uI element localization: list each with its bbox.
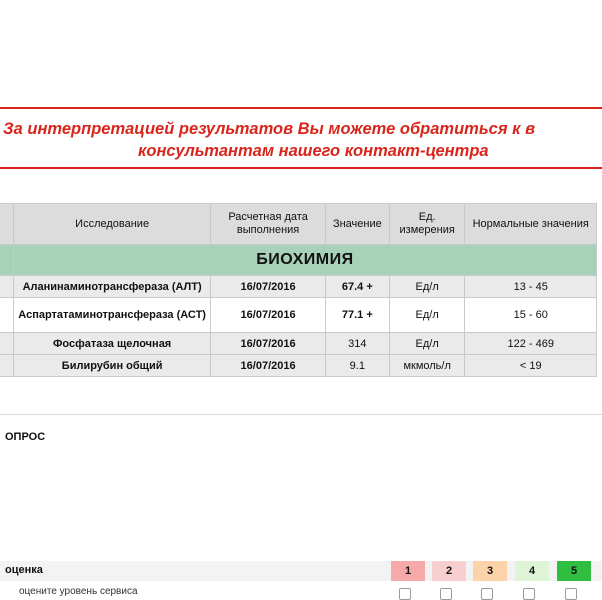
callout-line-1: За интерпретацией результатов Вы можете обратиться к в: [3, 120, 536, 138]
interpretation-callout: [0, 107, 602, 169]
test-date: 16/07/2016: [211, 355, 325, 377]
row-index-cell: [0, 276, 13, 298]
score-4-checkbox[interactable]: [523, 588, 535, 600]
table-row: [0, 276, 597, 298]
test-name: Билирубин общий: [13, 355, 211, 377]
score-3: 3: [473, 561, 507, 581]
table-row: [0, 355, 597, 377]
table-row: [0, 298, 597, 333]
score-1: 1: [391, 561, 425, 581]
table-header-row: [0, 204, 597, 245]
test-norm: 13 - 45: [465, 276, 597, 298]
row-index-cell: [0, 355, 13, 377]
test-date: 16/07/2016: [211, 298, 325, 333]
score-1-checkbox[interactable]: [399, 588, 411, 600]
test-unit: мкмоль/л: [389, 355, 465, 377]
score-5-checkbox[interactable]: [565, 588, 577, 600]
test-date: 16/07/2016: [211, 276, 325, 298]
section-row: [0, 245, 597, 276]
section-divider: [0, 414, 602, 415]
header-value: Значение: [325, 204, 389, 245]
survey-question-row: [0, 582, 602, 600]
score-4: 4: [515, 561, 549, 581]
test-norm: < 19: [465, 355, 597, 377]
row-index-cell: [0, 298, 13, 333]
test-name: Фосфатаза щелочная: [13, 333, 211, 355]
survey-question-label: оцените уровень сервиса: [19, 586, 138, 597]
test-norm: 15 - 60: [465, 298, 597, 333]
header-test: Исследование: [13, 204, 211, 245]
header-date: Расчетная дата выполнения: [211, 204, 325, 245]
score-3-checkbox[interactable]: [481, 588, 493, 600]
header-norm: Нормальные значения: [465, 204, 597, 245]
grade-label: оценка: [5, 564, 43, 576]
survey-heading: ОПРОС: [5, 431, 46, 443]
section-index-cell: [0, 245, 13, 276]
table-row: [0, 333, 597, 355]
grade-header: [0, 561, 602, 581]
test-unit: Ед/л: [389, 276, 465, 298]
test-unit: Ед/л: [389, 298, 465, 333]
header-index: [0, 204, 13, 245]
header-unit: Ед. измерения: [389, 204, 465, 245]
test-value: 314: [325, 333, 389, 355]
test-date: 16/07/2016: [211, 333, 325, 355]
score-2-checkbox[interactable]: [440, 588, 452, 600]
test-unit: Ед/л: [389, 333, 465, 355]
test-value: 9.1: [325, 355, 389, 377]
callout-line-2: консультантам нашего контакт-центра: [138, 142, 489, 160]
results-table: [0, 203, 597, 377]
score-5: 5: [557, 561, 591, 581]
test-norm: 122 - 469: [465, 333, 597, 355]
section-title: БИОХИМИЯ: [13, 245, 596, 276]
test-value: 67.4 +: [325, 276, 389, 298]
test-value: 77.1 +: [325, 298, 389, 333]
test-name: Аспартатаминотрансфераза (АСТ): [13, 298, 211, 333]
test-name: Аланинаминотрансфераза (АЛТ): [13, 276, 211, 298]
score-2: 2: [432, 561, 466, 581]
row-index-cell: [0, 333, 13, 355]
